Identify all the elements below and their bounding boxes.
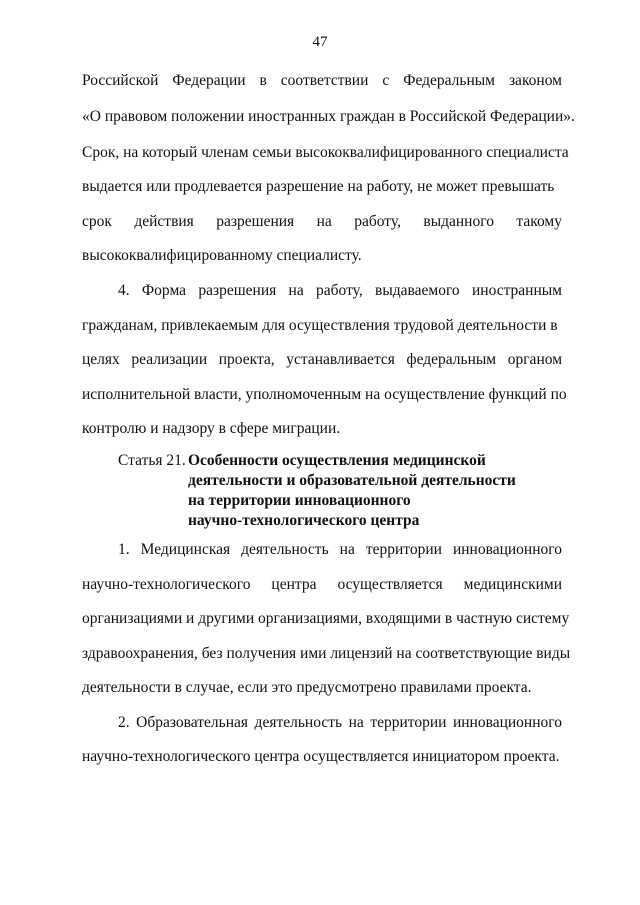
- article-title-line: научно-технологического центра: [188, 512, 420, 529]
- text-line: «О правовом положении иностранных граждан в Российской Федерации».: [82, 108, 575, 125]
- article-title-line: Особенности осуществления медицинской: [188, 452, 486, 469]
- text-line: гражданам, привлекаемым для осуществления трудовой деятельности в: [82, 317, 558, 334]
- text-line: 4. Форма разрешения на работу, выдаваемого иностранным: [118, 282, 562, 299]
- text-line: выдается или продлевается разрешение на работу, не может превышать: [82, 178, 555, 195]
- text-line: 2. Образовательная деятельность на территории инновационного: [118, 714, 562, 731]
- article-title-line: на территории инновационного: [188, 492, 411, 509]
- text-line: Российской Федерации в соответствии с Федеральным законом: [82, 72, 562, 89]
- text-line: высококвалифицированному специалисту.: [82, 247, 362, 264]
- text-line: деятельности в случае, если это предусмотрено правилами проекта.: [82, 679, 532, 696]
- text-line: целях реализации проекта, устанавливается федеральным органом: [82, 351, 562, 368]
- text-line: организациями и другими организациями, входящими в частную систему: [82, 610, 570, 627]
- text-line: 1. Медицинская деятельность на территории инновационного: [118, 541, 562, 558]
- text-line: здравоохранения, без получения ими лицензий на соответствующие виды: [82, 645, 571, 662]
- text-line: срок действия разрешения на работу, выданного такому: [82, 213, 562, 230]
- article-number: Статья 21.: [118, 452, 186, 469]
- text-line: Срок, на который членам семьи высококвалифицированного специалиста: [82, 144, 569, 161]
- text-line: научно-технологического центра осуществляется медицинскими: [82, 576, 562, 593]
- article-title-line: деятельности и образовательной деятельности: [188, 472, 516, 489]
- text-line: научно-технологического центра осуществляется инициатором проекта.: [82, 748, 560, 765]
- page-number: 47: [312, 34, 328, 50]
- text-line: контролю и надзору в сфере миграции.: [82, 420, 341, 437]
- text-line: исполнительной власти, уполномоченным на осуществление функций по: [82, 386, 567, 403]
